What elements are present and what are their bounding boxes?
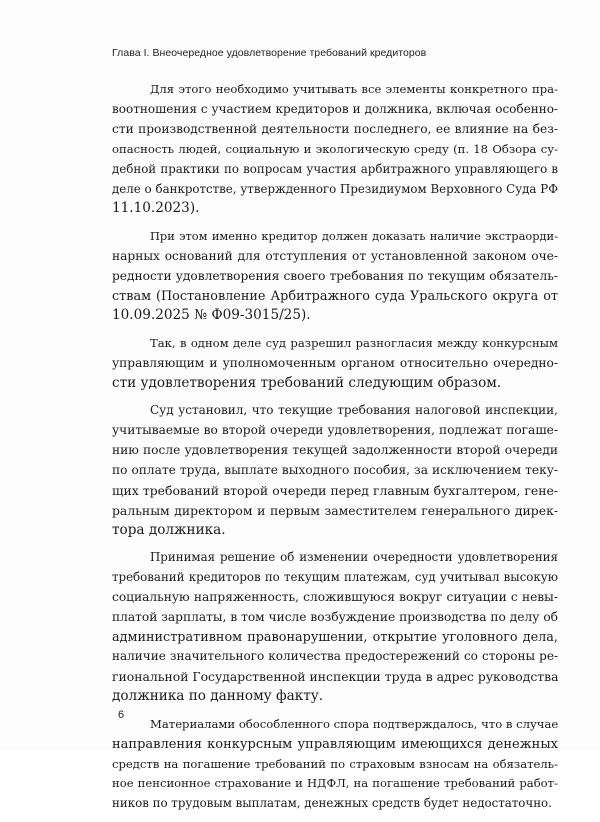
text-line: дебной практики по вопросам участия арбитражного управляющего в (112, 161, 558, 176)
text-line: социальную напряженность, сложившуюся вокруг ситуации с невы- (112, 589, 558, 604)
text-line: При этом именно кредитор должен доказать наличие экстраорди- (150, 228, 558, 243)
paragraph-6 (112, 715, 558, 815)
text-line: Принимая решение об изменении очередности удовлетворения (150, 549, 558, 564)
text-line: 10.09.2025 № Ф09-3015/25). (112, 307, 311, 324)
text-line: ральным директором и первым заместителем генерального дирек- (112, 502, 558, 518)
text-line: требований кредиторов по текущим платежам, суд учитывал высокую (112, 569, 558, 584)
text-line: сти удовлетворения требований следующим образом. (112, 374, 502, 391)
text-line: ное пенсионное страхование и НДФЛ, на погашение требований работ- (112, 776, 558, 791)
text-line: нию после удовлетворения текущей задолженности второй очереди (112, 442, 558, 457)
text-line: редности удовлетворения своего требования по текущим обязатель- (112, 268, 558, 283)
text-line: ников по трудовым выплатам, денежных средств будет недостаточно. (112, 796, 552, 811)
paragraph-1 (112, 80, 558, 219)
text-line: административном правонарушении, открытие уголовного дела, (112, 629, 558, 645)
paragraph-5 (112, 548, 558, 707)
text-line: деле о банкротстве, утвержденного Президиумом Верховного Суда РФ (112, 181, 558, 196)
text-line: должника по данному факту. (112, 688, 324, 705)
text-line: наличие значительного количества предостережений со стороны ре- (112, 649, 558, 664)
text-line: направления конкурсным управляющим имеющихся денежных (112, 736, 558, 752)
text-line: средств на погашение требований по страховым взносам на обязатель- (112, 756, 558, 771)
page-number: 6 (118, 709, 125, 721)
text-line: Так, в одном деле суд разрешил разногласия между конкурсным (150, 335, 558, 350)
text-line: учитываемые во второй очереди удовлетворения, подлежат погаше- (112, 423, 558, 437)
text-line: по оплате труда, выплате выходного пособия, за исключением теку- (112, 462, 558, 477)
text-line: тора должника. (112, 521, 226, 538)
paragraph-2 (112, 227, 558, 327)
text-line: опасность людей, социальную и экологическую среду (п. 18 Обзора су- (112, 141, 558, 156)
paragraph-3 (112, 334, 558, 394)
text-line: нарных оснований для отступления от установленной законом оче- (112, 248, 558, 263)
body-text (112, 80, 558, 822)
text-line: Суд установил, что текущие требования налоговой инспекции, (150, 403, 558, 418)
text-line: Для этого необходимо учитывать все элементы конкретного пра- (150, 82, 558, 96)
paragraph-4 (112, 401, 558, 540)
text-line: Материалами обособленного спора подтверждалось, что в случае (150, 716, 559, 731)
text-line: управляющим и уполномоченным органом относительно очередно- (112, 355, 558, 370)
text-line: щих требований второй очереди перед главным бухгалтером, гене- (112, 482, 558, 498)
text-line: 11.10.2023). (112, 200, 200, 217)
text-line: ствам (Постановление Арбитражного суда Уральского округа от (112, 288, 558, 304)
text-line: воотношения с участием кредиторов и должника, включая особенно- (112, 101, 558, 116)
running-header: Глава I. Внеочередное удовлетворение требований кредиторов (112, 47, 427, 59)
text-line: платой зарплаты, в том числе возбуждение производства по делу об (112, 609, 558, 624)
text-line: гиональной Государственной инспекции труда в адрес руководства (112, 669, 559, 685)
text-line: сти производственной деятельности последнего, ее влияние на без- (112, 121, 558, 136)
